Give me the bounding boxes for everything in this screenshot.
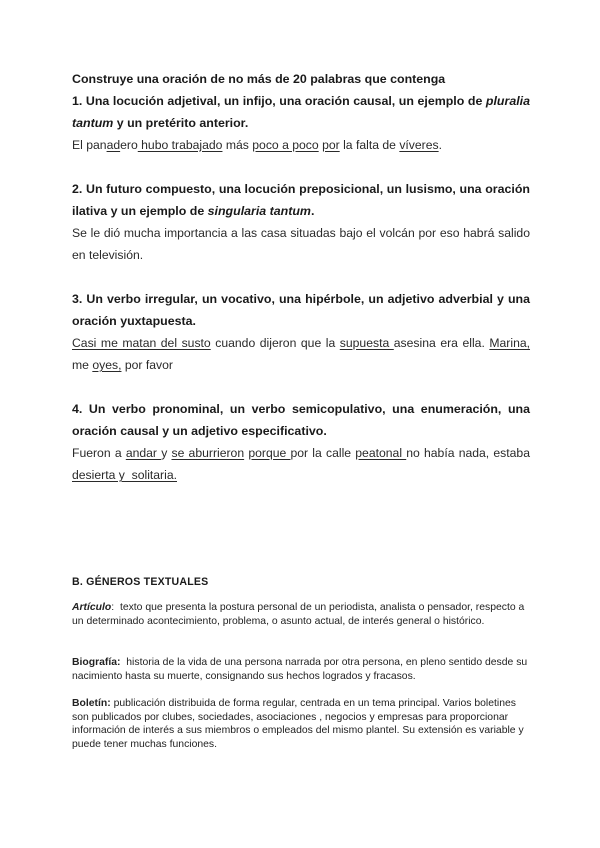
exercise-2 [72,178,530,266]
definition-biografia [72,656,528,683]
question-1: 1. Una locución adjetival, un infijo, una oración causal, un ejemplo de pluralia tantum y un pretérito anterior. [72,94,530,130]
underlined-segment: andar [125,446,162,460]
definition-text: Artículo: texto que presenta la postura personal de un periodista, analista o pensador, respecto a un determinado acontecimiento, problema, o asunto actual, de interés general o histórico. [72,602,525,627]
answer-4 [72,442,534,486]
answer-segment: más [222,138,253,152]
section-title: B. GÉNEROS TEXTUALES [72,576,209,588]
exercise-1 [72,90,530,156]
answer-segment: por la calle [290,446,356,460]
answer-segment: asesina era ella. [393,336,490,350]
definition-text: Boletín: publicación distribuida de forma regular, centrada en un tema principal. Varios boletines son publicados por clubes, sociedades, asociaciones , negocios y empresas para proporcionar información de interés a sus miembros o empleados del mismo plantel. Su extensión es variable y puede tener muchas funciones. [72,698,524,750]
answer-segment: la falta de [339,138,400,152]
underlined-segment: por [322,138,340,152]
answer-segment: me [72,336,534,372]
underlined-segment: víveres [399,138,439,152]
underlined-segment: ad [106,138,121,152]
answer-segment: y [161,446,172,460]
definition-articulo [72,601,528,628]
underlined-segment: peatonal [355,446,407,460]
definition-text: Biografía: historia de la vida de una persona narrada por otra persona, en pleno sentido desde su nacimiento hasta su muerte, consignando sus hechos logrados y fracasos. [72,657,528,682]
underlined-segment: hubo trabajado [137,138,223,152]
answer-segment: . [438,138,443,152]
underlined-segment: desierta y solitaria. [72,468,177,482]
question-4: 4. Un verbo pronominal, un verbo semicopulativo, una enumeración, una oración causal y un adjetivo especificativo. [72,402,530,438]
underlined-segment: supuesta [339,336,394,350]
section-b [72,576,530,588]
underlined-segment: poco a poco [252,138,319,152]
exercise-3 [72,288,534,376]
underlined-segment: se aburrieron [171,446,245,460]
answer-segment: Fueron a [72,446,126,460]
answer-2: Se le dió mucha importancia a las casa situadas bajo el volcán por eso habrá salido en televisión. [72,226,530,262]
answer-segment: cuando dijeron que la [210,336,340,350]
answer-3 [72,332,534,376]
answer-segment: por favor [121,358,173,372]
instruction-heading [72,68,530,90]
definition-boletin [72,697,528,751]
answer-segment: no había nada, estaba [406,446,534,460]
question-3: 3. Un verbo irregular, un vocativo, una hipérbole, un adjetivo adverbial y una oración yuxtapuesta. [72,292,530,328]
heading-text: Construye una oración de no más de 20 palabras que contenga [72,72,446,86]
underlined-segment: porque [248,446,291,460]
underlined-segment: Marina, [489,336,531,350]
answer-1 [72,134,530,156]
exercise-4 [72,398,534,486]
underlined-segment: Casi me matan del susto [72,336,211,350]
question-2: 2. Un futuro compuesto, una locución preposicional, un lusismo, una oración ilativa y un ejemplo de singularia tantum. [72,182,530,218]
answer-segment: ero [120,138,138,152]
underlined-segment: oyes, [92,358,122,372]
answer-segment: El pan [72,138,107,152]
